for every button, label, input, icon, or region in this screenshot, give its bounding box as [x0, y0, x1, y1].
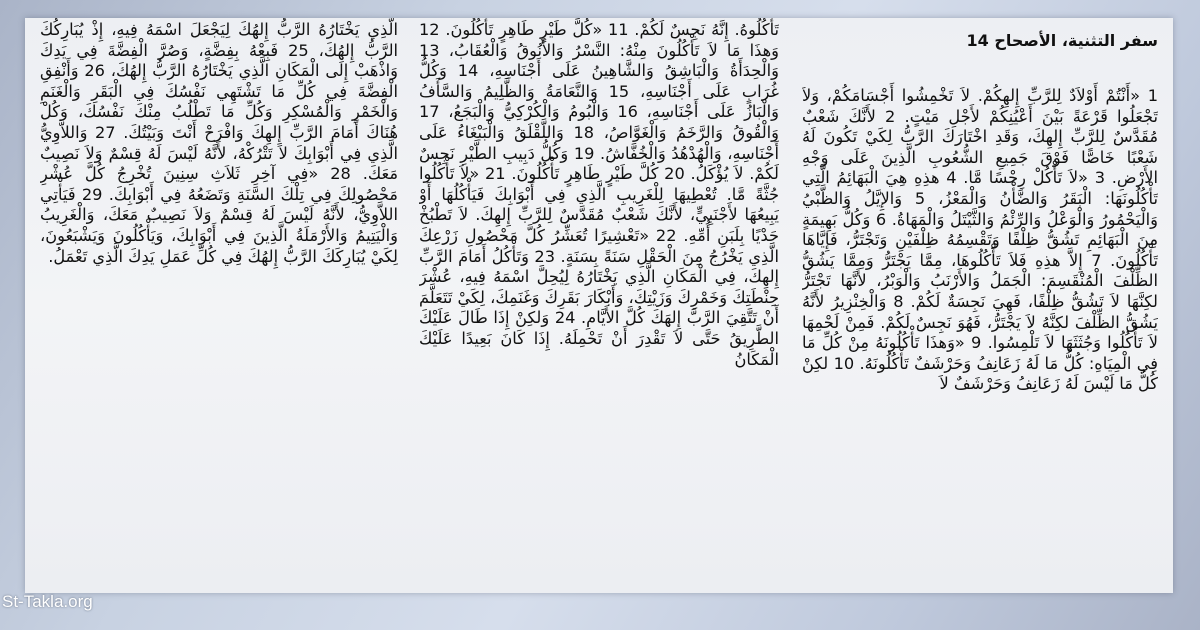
verses-column-middle: تَأْكُلُوهُ. إِنَّهُ نَجِسٌ لَكُمْ. 11 «كُلَّ طَيْرٍ طَاهِرٍ تَأْكُلُونَ. 12 وَهذَا مَا لاَ تَأْكُلُونَ مِنْهُ: النَّسْرُ وَالأَنُوقُ وَالْعُقَابُ، 13 وَالْحِدَأَةُ وَالْبَاشِقُ وَالشَّاهِينُ عَلَى أَجْنَاسِهِ، 14 وَكُلُّ غُرَابٍ عَلَى أَجْنَاسِهِ، 15 وَالنَّعَامَةُ وَالظَّلِيمُ وَالسَّأَفُ وَالْبَازُ عَلَى أَجْنَاسِهِ، 16 وَالْبُومُ وَالْكُرْكِيُّ وَالْبَجَعُ، 17 وَالْقُوقُ وَالرَّخَمُ وَالْغَوَّاصُ، 18 وَاللَّقْلَقُ وَالْبَبْغَاءُ عَلَى أَجْنَاسِهِ، وَالْهُدْهُدُ وَالْخُفَّاشُ. 19 وَكُلُّ دَبِيبِ الطَّيْرِ نَجِسٌ لَكُمْ. لاَ يُؤْكَلُ. 20 كُلَّ طَيْرٍ طَاهِرٍ تَأْكُلُونَ. 21 «لاَ تَأْكُلُوا جُثَّةً مَّا. تُعْطِيهَا لِلْغَرِيبِ الَّذِي فِي أَبْوَابِكَ فَيَأْكُلُهَا أَوْ يَبِيعُهَا لأَجْنَبِيٍّ، لأَنَّكَ شَعْبٌ مُقَدَّسٌ لِلرَّبِّ إِلهِكَ. لاَ تَطْبُخْ جَدْيًا بِلَبَنِ أُمِّهِ. 22 «تَعْشِيرًا تُعَشِّرُ كُلَّ مَحْصُولِ زَرْعِكَ الَّذِي يَخْرُجُ مِنَ الْحَقْلِ سَنَةً بِسَنَةٍ. 23 وَتَأْكُلُ أَمَامَ الرَّبِّ إِلهِكَ، فِي الْمَكَانِ الَّذِي يَخْتَارُهُ لِيُحِلَّ اسْمَهُ فِيهِ، عُشْرَ حِنْطَتِكَ وَخَمْرِكَ وَزَيْتِكَ، وَأَبْكَارَ بَقَرِكَ وَغَنَمِكَ، لِكَيْ تَتَعَلَّمَ أَنْ تَتَّقِيَ الرَّبَّ إِلهَكَ كُلَّ الأَيَّامِ. 24 وَلكِنْ إِذَا طَالَ عَلَيْكَ الطَّرِيقُ حَتَّى لاَ تَقْدِرَ أَنْ تَحْمِلَهُ. إِذَا كَانَ بَعِيدًا عَلَيْكَ الْمَكَانُ — [419, 20, 779, 369]
verses-column-right: 1 «أَنْتُمْ أَوْلاَدٌ لِلرَّبِّ إِلهِكُمْ. لاَ تَخْمِشُوا أَجْسَامَكُمْ، وَلاَ تَجْعَلُوا قَرْعَةً بَيْنَ أَعْيُنِكُمْ لأَجْلِ مَيْتٍ. 2 لأَنَّكَ شَعْبٌ مُقَدَّسٌ لِلرَّبِّ إِلهِكَ، وَقَدِ اخْتَارَكَ الرَّبُّ لِكَيْ تَكُونَ لَهُ شَعْبًا خَاصًّا فَوْقَ جَمِيعِ الشُّعُوبِ الَّذِينَ عَلَى وَجْهِ الأَرْضِ. 3 «لاَ تَأْكُلْ رِجْسًا مَّا. 4 هذِهِ هِيَ الْبَهَائِمُ الَّتِي تَأْكُلُونَهَا: الْبَقَرُ وَالضَّأْنُ وَالْمَعْزُ، 5 وَالإِيَّلُ وَالظَّبْيُ وَالْيَحْمُورُ وَالْوَعْلُ وَالرِّئْمُ وَالثَّيْتَلُ وَالْمَهَاةُ. 6 وَكُلُّ بَهِيمَةٍ مِنَ الْبَهَائِمِ تَشُقُّ ظِلْفًا وَتَقْسِمُهُ ظِلْفَيْنِ وَتَجْتَرُّ، فَإِيَّاهَا تَأْكُلُونَ. 7 إِلاَّ هذِهِ فَلاَ تَأْكُلُوهَا، مِمَّا يَجْتَرُّ وَمِمَّا يَشُقُّ الظِّلْفَ الْمُنْقَسِمَ: الْجَمَلُ وَالأَرْنَبُ وَالْوَبْرُ، لأَنَّهَا تَجْتَرُّ لكِنَّهَا لاَ تَشُقُّ ظِلْفًا، فَهِيَ نَجِسَةٌ لَكُمْ. 8 وَالْخِنْزِيرُ لأَنَّهُ يَشُقُّ الظِّلْفَ لكِنَّهُ لاَ يَجْتَرُّ، فَهُوَ نَجِسٌ لَكُمْ. فَمِنْ لَحْمِهَا لاَ تَأْكُلُوا وَجُثَثَهَا لاَ تَلْمِسُوا. 9 «وَهذَا تَأْكُلُونَهُ مِنْ كُلِّ مَا فِي الْمِيَاهِ: كُلُّ مَا لَهُ زَعَانِفُ وَحَرْشَفٌ تَأْكُلُونَهُ. 10 لكِنْ كُلُّ مَا لَيْسَ لَهُ زَعَانِفُ وَحَرْشَفٌ لاَ — [802, 86, 1158, 394]
chapter-title: سفر التثنية، الأصحاح 14 — [966, 31, 1158, 50]
scripture-panel — [25, 18, 1173, 593]
verses-column-left: الَّذِي يَخْتَارُهُ الرَّبُّ إِلهُكَ لِيَجْعَلَ اسْمَهُ فِيهِ، إِذْ يُبَارِكُكَ الرَّبُّ إِلهُكَ، 25 فَبِعْهُ بِفِضَّةٍ، وَصُرَّ الْفِضَّةَ فِي يَدِكَ وَاذْهَبْ إِلَى الْمَكَانِ الَّذِي يَخْتَارُهُ الرَّبُّ إِلهُكَ، 26 وَأَنْفِقِ الْفِضَّةَ فِي كُلِّ مَا تَشْتَهِي نَفْسُكَ فِي الْبَقَرِ وَالْغَنَمِ وَالْخَمْرِ وَالْمُسْكِرِ وَكُلِّ مَا تَطْلُبُ مِنْكَ نَفْسُكَ، وَكُلْ هُنَاكَ أَمَامَ الرَّبِّ إِلهِكَ وَافْرَحْ أَنْتَ وَبَيْتُكَ. 27 وَاللاَّوِيُّ الَّذِي فِي أَبْوَابِكَ لاَ تَتْرُكْهُ، لأَنَّهُ لَيْسَ لَهُ قِسْمٌ وَلاَ نَصِيبٌ مَعَكَ. 28 «فِي آخِرِ ثَلاَثِ سِنِينَ تُخْرِجُ كُلَّ عُشْرِ مَحْصُولِكَ فِي تِلْكَ السَّنَةِ وَتَضَعُهُ فِي أَبْوَابِكَ. 29 فَيَأْتِي اللاَّوِيُّ، لأَنَّهُ لَيْسَ لَهُ قِسْمٌ وَلاَ نَصِيبٌ مَعَكَ، وَالْغَرِيبُ وَالْيَتِيمُ وَالأَرْمَلَةُ الَّذِينَ فِي أَبْوَابِكَ، وَيَأْكُلُونَ وَيَشْبَعُونَ، لِكَيْ يُبَارِكَكَ الرَّبُّ إِلهُكَ فِي كُلِّ عَمَلِ يَدِكَ الَّذِي تَعْمَلُ. — [40, 20, 398, 266]
site-watermark: St-Takla.org — [2, 592, 93, 611]
text-column-left — [40, 18, 398, 593]
text-column-middle — [419, 18, 779, 593]
text-column-right — [802, 18, 1158, 593]
